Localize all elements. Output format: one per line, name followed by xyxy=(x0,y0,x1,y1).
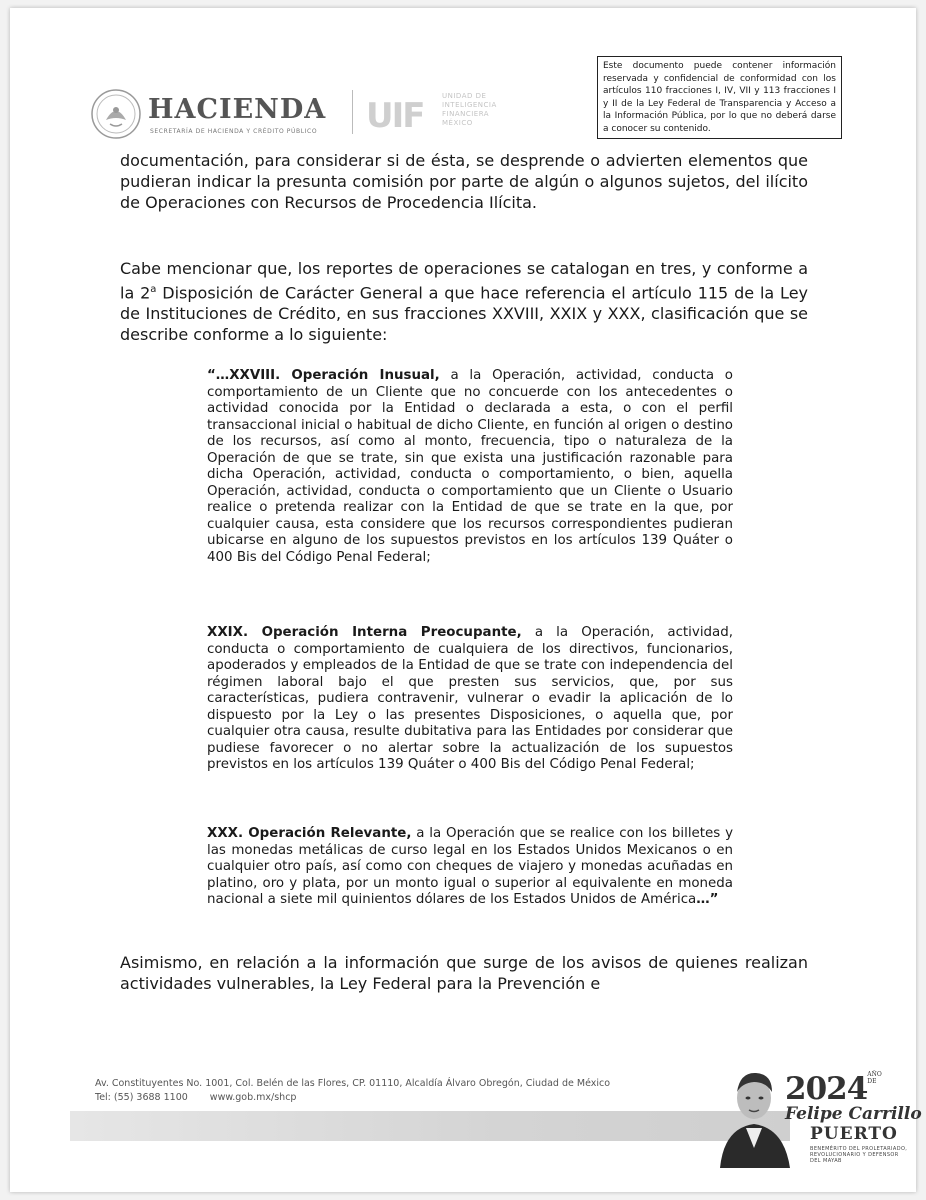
hacienda-title: HACIENDA xyxy=(148,94,327,125)
felipe-carrillo-name: Felipe Carrillo xyxy=(785,1104,922,1124)
mexico-seal-icon xyxy=(90,88,142,140)
footer-address: Av. Constituyentes No. 1001, Col. Belén de las Flores, CP. 01110, Alcaldía Álvaro Obregón, Ciudad de México Tel: (55) 3688 1100 www.gob.mx/shcp xyxy=(95,1078,611,1103)
quote-xxviii: “…XXVIII. Operación Inusual, a la Operación, actividad, conducta o comportamiento de un Cliente que no concuerde con los antecedentes o actividad conocida por la Entidad o declarada a esta, o con el perfil transaccional inicial o habitual de dicho Cliente, en función al origen o destino de los recursos, así como al monto, frecuencia, tipo o naturaleza de la Operación de que se trate, sin que exista una justificación razonable para dicha Operación, actividad, conducta o comportamiento, o bien, aquella Operación, actividad, conducta o comportamiento que un Cliente o Usuario realice o pretenda realizar con la Entidad de que se trate en la que, por cualquier causa, esta considere que los recursos correspondientes pudieran ubicarse en alguno de los supuestos previstos en los artículos 139 Quáter o 400 Bis del Código Penal Federal; xyxy=(207,368,733,565)
puerto-name: PUERTO xyxy=(810,1124,898,1144)
benemerito-tagline: BENEMÉRITO DEL PROLETARIADO, REVOLUCIONARIO Y DEFENSOR DEL MAYAB xyxy=(810,1146,908,1164)
uif-logo: UIF xyxy=(366,96,424,136)
year-2024: 2024AÑO DE xyxy=(785,1071,882,1107)
paragraph-3: Asimismo, en relación a la información que surge de los avisos de quienes realizan actividades vulnerables, la Ley Federal para la Prevención e xyxy=(120,953,808,993)
document-page xyxy=(10,8,922,1192)
paragraph-1: documentación, para considerar si de ésta, se desprende o advierten elementos que pudieran indicar la presunta comisión por parte de algún o algunos sujetos, del ilícito de Operaciones con Recursos de Procedencia Ilícita. xyxy=(120,151,808,212)
paragraph-2: Cabe mencionar que, los reportes de operaciones se catalogan en tres, y conforme a la 2$^a$ Disposición de Carácter General a que hace referencia el artículo 115 de la Ley de Instituciones de Crédito, en sus fracciones XXVIII, XXIX y XXX, clasificación que se describe conforme a lo siguiente: xyxy=(120,259,809,345)
quote-xxix: XXIX. Operación Interna Preocupante, a la Operación, actividad, conducta o comportamiento de cualquiera de los directivos, funcionarios, apoderados y empleados de la Entidad de que se trate con independencia del régimen laboral bajo el que presten sus servicios, que, por sus características, pudiera contravenir, vulnerar o evadir la aplicación de lo dispuesto por la Ley o las presentes Disposiciones, o aquella que, por cualquier otra causa, resulte dubitativa para las Entidades por considerar que pudiese favorecer o no alertar sobre la actualización de los supuestos previstos en los artículos 139 Quáter o 400 Bis del Código Penal Federal; xyxy=(207,625,734,772)
footer-band xyxy=(70,1111,790,1141)
hacienda-subtitle: SECRETARÍA DE HACIENDA Y CRÉDITO PÚBLICO xyxy=(150,128,318,135)
header-divider xyxy=(352,90,353,134)
quote-xxx: XXX. Operación Relevante, a la Operación que se realice con los billetes y las monedas metálicas de curso legal en los Estados Unidos Mexicanos o en cualquier otro país, así como con cheques de viajero y monedas acuñadas en platino, oro y plata, por un monto igual o superior al equivalente en moneda nacional a siete mil quinientos dólares de los Estados Unidos de América…” xyxy=(207,826,733,907)
uif-name: UNIDAD DE INTELIGENCIA FINANCIERA MÉXICO xyxy=(442,92,497,127)
letterhead xyxy=(90,78,530,138)
confidentiality-notice: Este documento puede contener información reservada y confidencial de conformidad con los artículos 110 fracciones I, IV, VII y 113 fracciones I y II de la Ley Federal de Transparencia y Acceso a la Información Pública, por lo que no deberá darse a conocer su contenido. xyxy=(597,56,842,139)
